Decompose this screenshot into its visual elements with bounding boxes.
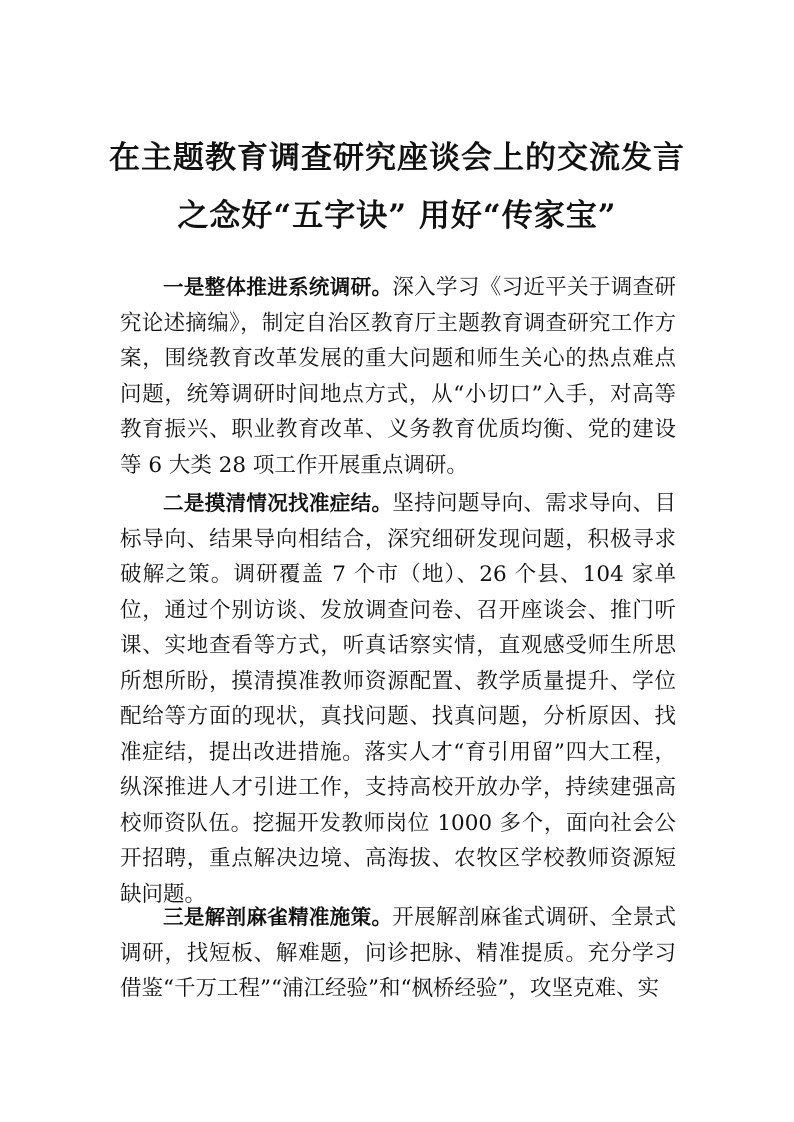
paragraph-2-block — [120, 486, 676, 912]
paragraph-3-block — [120, 900, 676, 1007]
paragraph-lead: 三是解剖麻雀精准施策。 — [163, 905, 393, 929]
paragraph-lead: 二是摸清情况找准症结。 — [163, 491, 393, 515]
paragraph — [120, 270, 676, 483]
paragraph-text: 坚持问题导向、需求导向、目标导向、结果导向相结合，深究细研发现问题，积极寻求破解之策。调研覆盖 7 个市（地）、26 个县、104 家单位，通过个别访谈、发放调查问卷、召开座谈会、推门听课、实地查看等方式，听真话察实情，直观感受师生所思所想所盼，摸清摸准教师资源配置、教学质量提升、学位配给等方面的现状，真找问题、找真问题，分析原因、找准症结，提出改进措施。落实人才“育引用留”四大工程，纵深推进人才引进工作，支持高校开放办学，持续建强高校师资队伍。挖掘开发教师岗位 1000 多个，面向社会公开招聘，重点解决边境、高海拔、农牧区学校教师资源短缺问题。 — [120, 491, 676, 907]
paragraph — [120, 900, 676, 1007]
document-title-line-2: 之念好“五字诀” 用好“传家宝” — [177, 198, 617, 234]
paragraph-text: 深入学习《习近平关于调查研究论述摘编》，制定自治区教育厅主题教育调查研究工作方 案，围绕教育改革发展的重大问题和师生关心的热点难点问题，统筹调研时间地点方式，从“小切口”入手，对高等教育振兴、职业教育改革、义务教育优质均衡、党的建设等 6 大类 28 项工作开展重点调研。 — [120, 275, 676, 478]
paragraph — [120, 486, 676, 912]
paragraph-1-block — [120, 270, 676, 483]
document-title-line-1: 在主题教育调查研究座谈会上的交流发言 — [109, 140, 685, 176]
paragraph-lead: 一是整体推进系统调研。 — [163, 275, 393, 299]
paragraph-text: 开展解剖麻雀式调研、全景式调研，找短板、解难题，问诊把脉、精准提质。充分学习借鉴“千万工程”“浦江经验”和“枫桥经验”，攻坚克难、实 — [120, 905, 676, 1001]
